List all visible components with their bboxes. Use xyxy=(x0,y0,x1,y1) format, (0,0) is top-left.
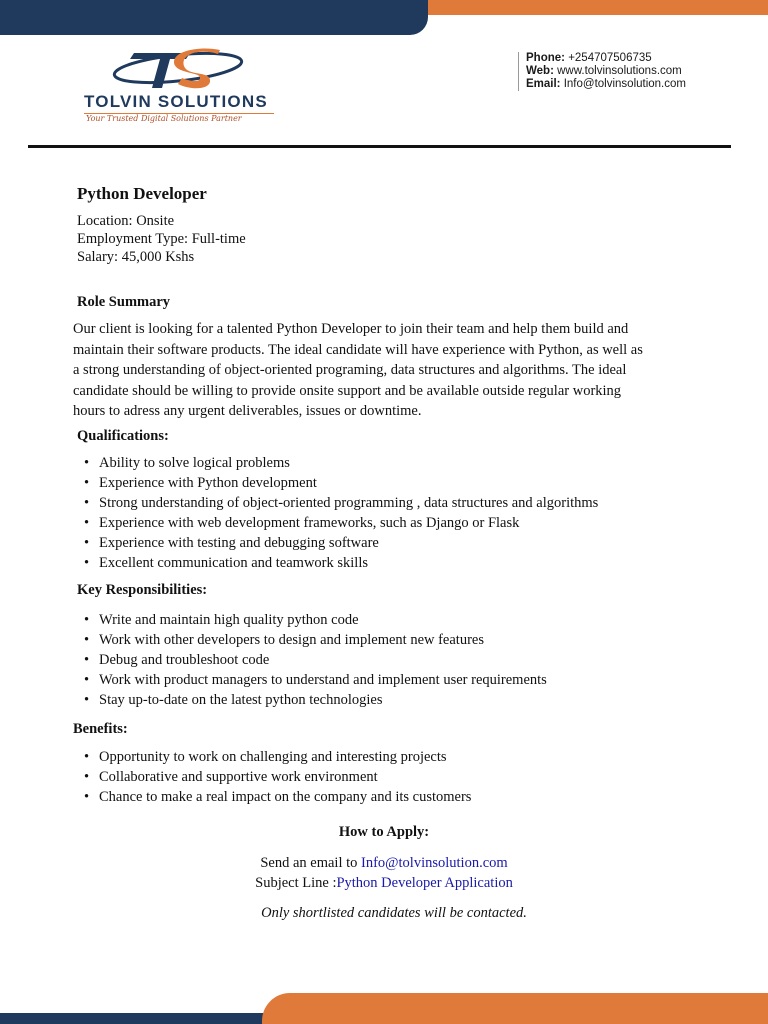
list-item: • Work with other developers to design and implement new features xyxy=(99,630,547,650)
list-item: • Opportunity to work on challenging and interesting projects xyxy=(99,747,471,767)
list-item: • Ability to solve logical problems xyxy=(99,453,598,473)
list-item: • Debug and troubleshoot code xyxy=(99,650,547,670)
top-orange-band xyxy=(418,0,768,15)
list-item: • Stay up-to-date on the latest python technologies xyxy=(99,690,547,710)
apply-subject: Python Developer Application xyxy=(336,875,513,891)
contact-email: Email: Info@tolvinsolution.com xyxy=(526,78,686,90)
logo-name: TOLVIN SOLUTIONS xyxy=(84,92,268,111)
role-summary-text xyxy=(73,319,693,422)
bottom-orange-band xyxy=(262,993,768,1024)
responsibilities-list xyxy=(99,610,547,710)
job-location: Location: Onsite xyxy=(77,213,175,229)
contact-block xyxy=(518,52,686,91)
how-to-apply-heading: How to Apply: xyxy=(338,824,430,840)
list-item: • Chance to make a real impact on the company and its customers xyxy=(99,787,471,807)
job-employment-type: Employment Type: Full-time xyxy=(77,231,246,247)
role-summary-line: a strong understanding of object-oriented programing, data structures and algorithms. The ideal xyxy=(73,362,627,378)
list-item: • Collaborative and supportive work environment xyxy=(99,767,471,787)
role-summary-heading: Role Summary xyxy=(77,294,171,310)
responsibilities-heading: Key Responsibilities: xyxy=(77,582,208,598)
apply-email-line: Send an email to Info@tolvinsolution.com xyxy=(260,855,508,871)
job-meta xyxy=(77,212,246,266)
list-item: • Strong understanding of object-oriented programming , data structures and algorithms xyxy=(99,493,598,513)
list-item: • Write and maintain high quality python code xyxy=(99,610,547,630)
apply-subject-line: Subject Line :Python Developer Application xyxy=(255,875,513,891)
contact-phone: Phone: +254707506735 xyxy=(526,52,652,64)
shortlist-note: Only shortlisted candidates will be contacted. xyxy=(261,905,527,921)
list-item: • Experience with web development frameworks, such as Django or Flask xyxy=(99,513,598,533)
role-summary-line: candidate should be willing to provide onsite support and be available outside regular working xyxy=(73,382,622,399)
job-salary: Salary: 45,000 Kshs xyxy=(77,249,195,265)
qualifications-heading: Qualifications: xyxy=(77,428,169,444)
benefits-list xyxy=(99,747,471,807)
role-summary-line: Our client is looking for a talented Python Developer to join their team and help them build and xyxy=(73,321,629,337)
role-summary-line: hours to adress any urgent deliverables, issues or downtime. xyxy=(73,403,422,419)
contact-web: Web: www.tolvinsolutions.com xyxy=(526,65,682,77)
logo-tagline: Your Trusted Digital Solutions Partner xyxy=(86,114,242,123)
list-item: • Work with product managers to understand and implement user requirements xyxy=(99,670,547,690)
role-summary-line: maintain their software products. The ideal candidate will have experience with Python, as well as xyxy=(73,341,643,358)
list-item: • Experience with testing and debugging software xyxy=(99,533,598,553)
bottom-navy-band xyxy=(0,1013,300,1024)
benefits-heading: Benefits: xyxy=(73,721,128,737)
header-rule xyxy=(28,145,731,148)
list-item: • Excellent communication and teamwork skills xyxy=(99,553,598,573)
job-title: Python Developer xyxy=(77,184,207,203)
top-navy-band xyxy=(0,0,428,35)
list-item: • Experience with Python development xyxy=(99,473,598,493)
apply-email-link[interactable]: Info@tolvinsolution.com xyxy=(361,855,508,871)
qualifications-list xyxy=(99,453,598,574)
